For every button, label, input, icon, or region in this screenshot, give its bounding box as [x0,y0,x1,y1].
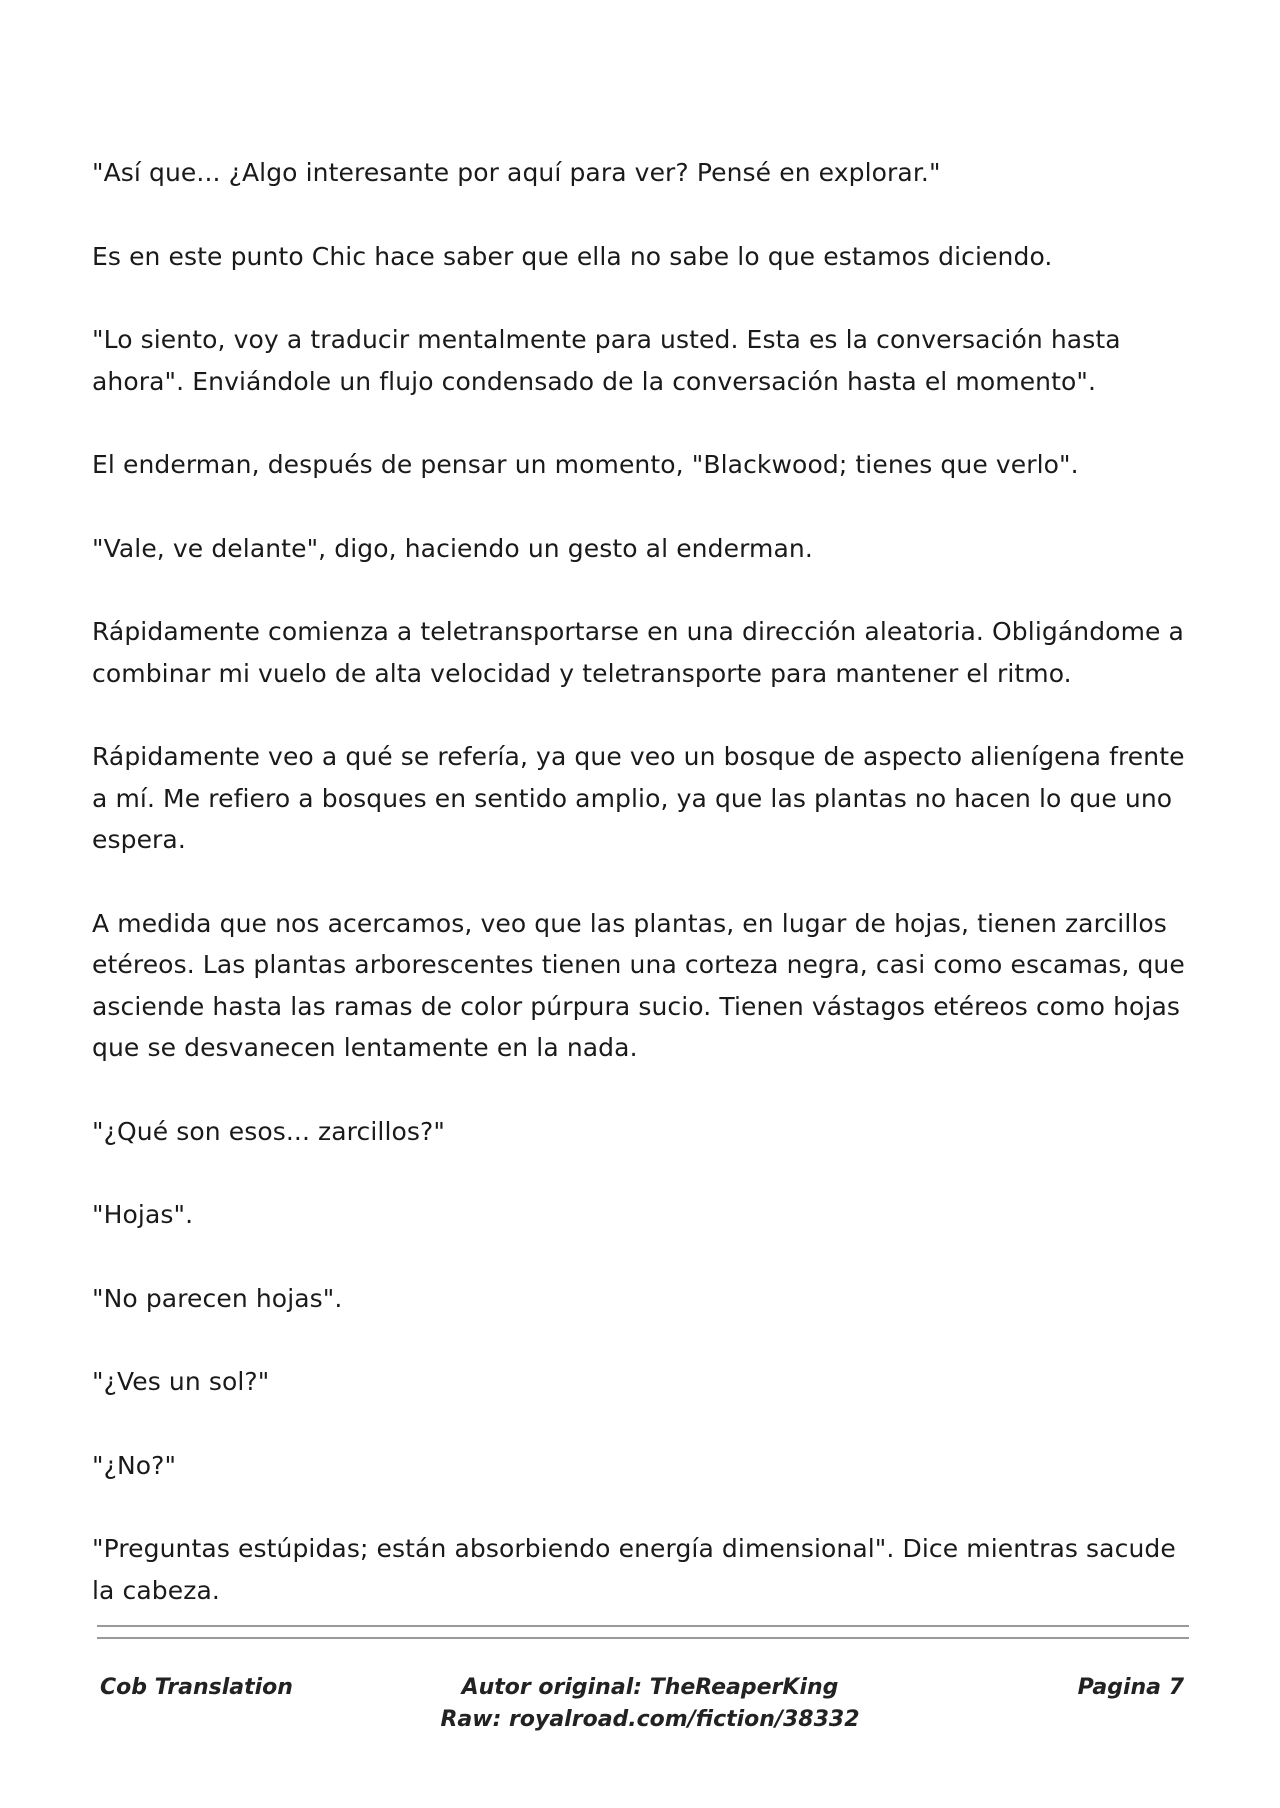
paragraph-9: "¿Qué son esos... zarcillos?" [92,1116,445,1146]
paragraph-12: "¿Ves un sol?" [92,1367,270,1396]
paragraph-7: Rápidamente veo a qué se refería, ya que veo un bosque de aspecto alienígena frente a mí. Me refiero a bosques en sentido amplio, ya que las plantas no hacen lo que uno espera. [92,742,1185,854]
paragraph-1: "Así que... ¿Algo interesante por aquí para ver? Pensé en explorar." [92,158,941,187]
paragraph-8: A medida que nos acercamos, veo que las plantas, en lugar de hojas, tienen zarcillos etéreos. Las plantas arborescentes tienen una corteza negra, casi como escamas, que asciende hasta las ramas de color púrpura sucio. Tienen vástagos etéreos como hojas que se desvanecen lentamente en la nada. [92,908,1185,1062]
footer-credits [340,1672,960,1736]
paragraph-6: Rápidamente comienza a teletransportarse en una dirección aleatoria. Obligándome a combinar mi vuelo de alta velocidad y teletransporte para mantener el ritmo. [92,617,1184,688]
footer-divider-top [97,1625,1189,1627]
paragraph-4: El enderman, después de pensar un momento, "Blackwood; tienes que verlo". [92,450,1079,479]
paragraph-11: "No parecen hojas". [92,1283,343,1313]
paragraph-10: "Hojas". [92,1200,194,1229]
footer-translator: Cob Translation [100,1675,293,1700]
paragraph-3: "Lo siento, voy a traducir mentalmente para usted. Esta es la conversación hasta ahora". Enviándole un flujo condensado de la conversación hasta el momento". [92,325,1121,396]
paragraph-5: "Vale, ve delante", digo, haciendo un gesto al enderman. [92,533,813,563]
footer-raw-source: Raw: royalroad.com/fiction/38332 [440,1707,860,1732]
footer-divider-bottom [97,1637,1189,1639]
footer-original-author: Autor original: TheReaperKing [461,1675,839,1700]
footer-page-number: Pagina 7 [1077,1675,1184,1700]
paragraph-2: Es en este punto Chic hace saber que ella no sabe lo que estamos diciendo. [92,241,1053,271]
paragraph-14: "Preguntas estúpidas; están absorbiendo energía dimensional". Dice mientras sacude la cabeza. [92,1534,1176,1605]
body-text [92,152,1202,1653]
paragraph-13: "¿No?" [92,1450,177,1480]
